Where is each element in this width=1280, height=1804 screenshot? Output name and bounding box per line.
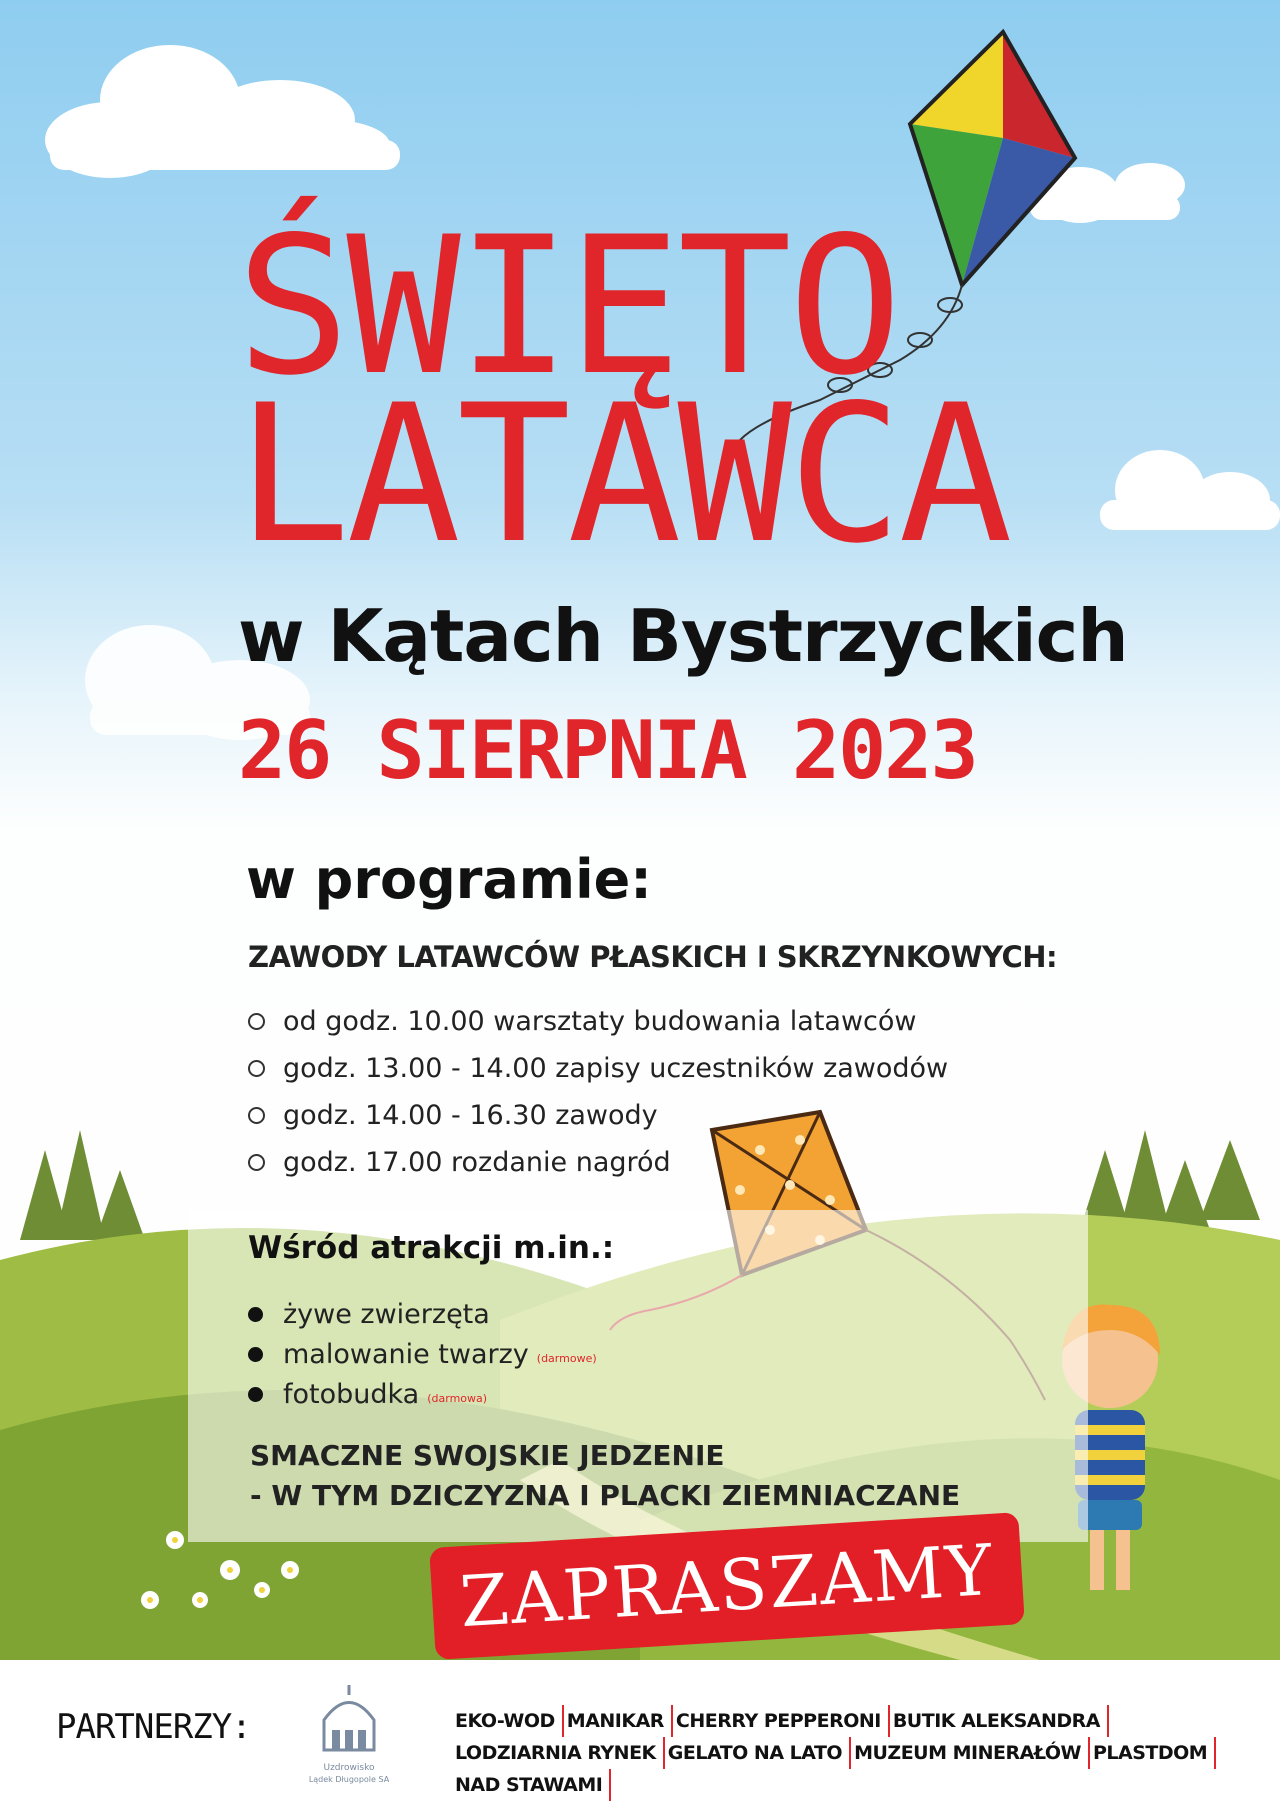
circle-bullet-icon (248, 1060, 265, 1077)
logo-text: Uzdrowisko (323, 1763, 375, 1773)
list-item (248, 1139, 948, 1186)
list-item (248, 998, 948, 1045)
program-heading: w programie: (246, 848, 652, 911)
contest-heading: ZAWODY LATAWCÓW PŁASKICH I SKRZYNKOWYCH: (248, 940, 1058, 974)
partner-name: MANIKAR (564, 1705, 673, 1737)
circle-bullet-icon (248, 1013, 265, 1030)
event-location: w Kątach Bystrzyckich (238, 594, 1128, 678)
dot-bullet-icon (248, 1387, 263, 1402)
food-line: - W TYM DZICZYZNA I PLACKI ZIEMNIACZANE (250, 1479, 961, 1512)
circle-bullet-icon (248, 1154, 265, 1171)
cloud-icon (45, 45, 400, 178)
dot-bullet-icon (248, 1307, 263, 1322)
event-date: 26 SIERPNIA 2023 (238, 704, 977, 797)
list-item (248, 1092, 948, 1139)
spa-logo-icon (308, 1680, 390, 1790)
attractions-heading: Wśród atrakcji m.in.: (248, 1230, 615, 1266)
list-item (248, 1294, 597, 1334)
schedule-text: godz. 17.00 rozdanie nagród (283, 1147, 671, 1178)
attraction-label: fotobudka (283, 1378, 420, 1410)
partner-name: LODZIARNIA RYNEK (452, 1737, 665, 1769)
partner-name: GELATO NA LATO (665, 1737, 851, 1769)
cloud-icon (1100, 450, 1280, 530)
attraction-label: żywe zwierzęta (283, 1298, 490, 1330)
schedule-text: godz. 14.00 - 16.30 zawody (283, 1100, 658, 1131)
list-item (248, 1045, 948, 1092)
partner-name: CHERRY PEPPERONI (673, 1705, 890, 1737)
attraction-note: (darmowe) (536, 1351, 597, 1365)
partner-name: PLASTDOM (1090, 1737, 1216, 1769)
partner-name: NAD STAWAMI (452, 1769, 611, 1801)
partners-label: PARTNERZY: (56, 1707, 251, 1747)
event-title-line1: ŚWIĘTO (236, 196, 899, 417)
event-title-line2: LATAWCA (236, 364, 1009, 585)
food-info (250, 1436, 960, 1516)
partner-name: EKO-WOD (452, 1705, 564, 1737)
schedule-text: od godz. 10.00 warsztaty budowania latawców (283, 1006, 917, 1037)
attraction-label: malowanie twarzy (283, 1338, 529, 1370)
invite-text: ZAPRASZAMY (457, 1528, 997, 1644)
attraction-note: (darmowa) (427, 1391, 488, 1405)
logo-text: Lądek Długopole SA (308, 1775, 390, 1784)
partner-name: BUTIK ALEKSANDRA (890, 1705, 1109, 1737)
circle-bullet-icon (248, 1107, 265, 1124)
schedule-list (248, 998, 948, 1186)
list-item (248, 1374, 597, 1414)
dot-bullet-icon (248, 1347, 263, 1362)
partners-list (452, 1705, 1252, 1801)
partner-name: MUZEUM MINERAŁÓW (851, 1737, 1090, 1769)
schedule-text: godz. 13.00 - 14.00 zapisy uczestników zawodów (283, 1053, 949, 1084)
list-item (248, 1334, 597, 1374)
attractions-list (248, 1294, 597, 1414)
food-line: SMACZNE SWOJSKIE JEDZENIE (250, 1439, 725, 1472)
